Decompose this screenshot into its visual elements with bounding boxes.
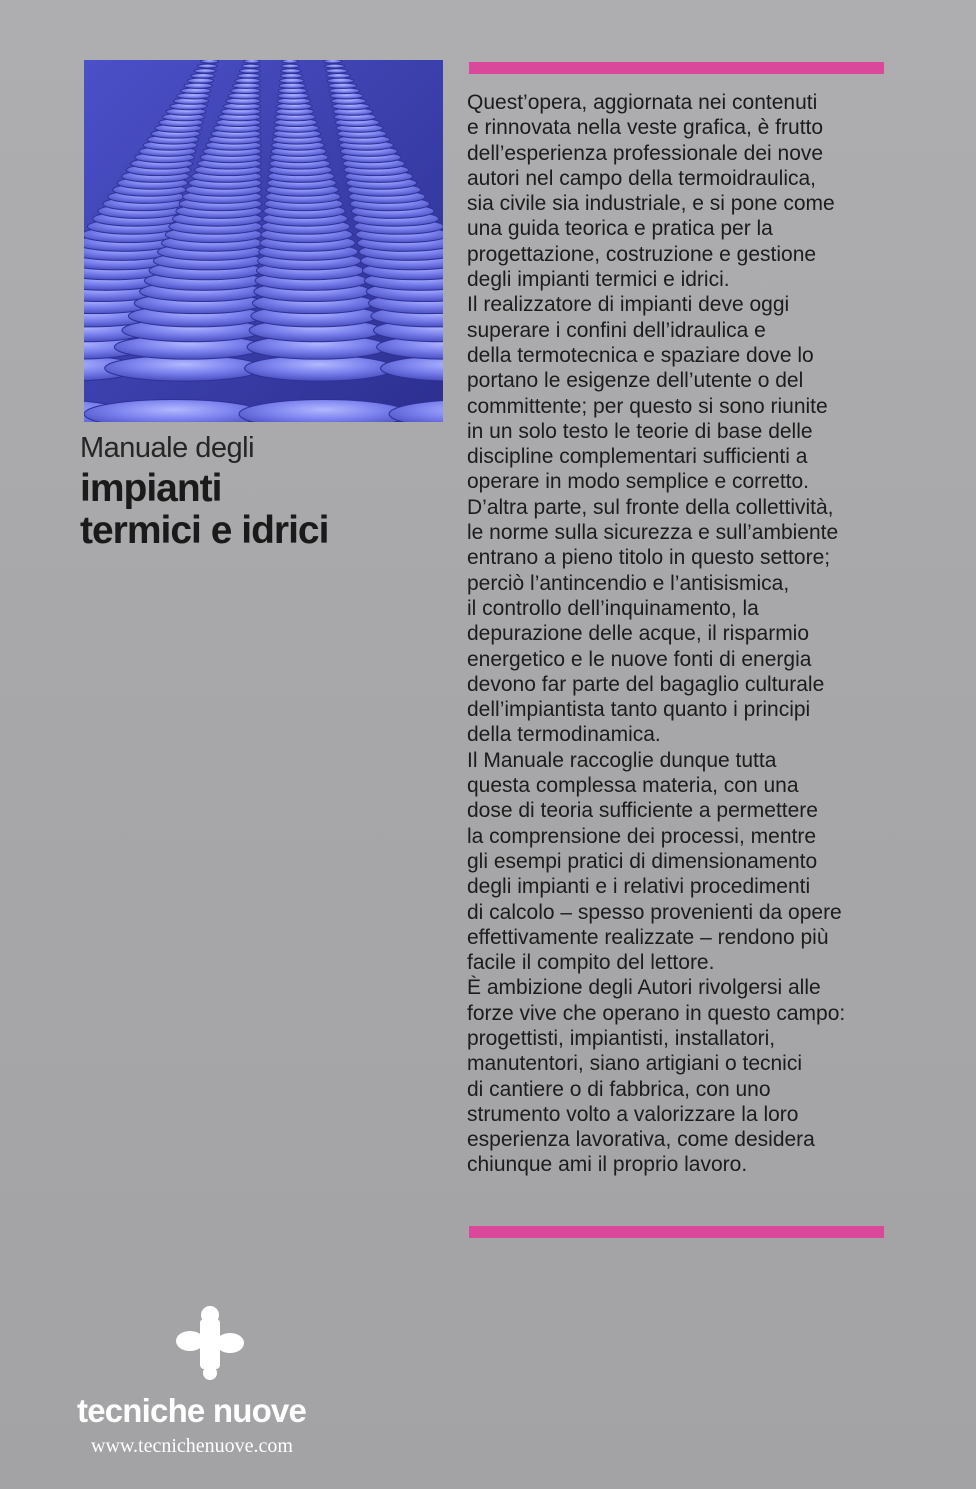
blurb-line: degli impianti termici e idrici. [467, 268, 730, 292]
title-line-1: impianti [80, 467, 222, 510]
blurb-line: portano le esigenze dell’utente o del [467, 369, 804, 393]
blurb-line: chiunque ami il proprio lavoro. [467, 1153, 748, 1177]
blurb-line: dell’impiantista tanto quanto i principi [467, 698, 811, 722]
blurb-line: in un solo testo le teorie di base delle [467, 419, 813, 443]
blurb-line: di calcolo – spesso provenienti da opere [467, 900, 842, 924]
blurb-line: committente; per questo si sono riunite [467, 394, 828, 418]
title-line-2: termici e idrici [80, 509, 329, 552]
blurb-line: Il realizzatore di impianti deve oggi [467, 293, 790, 317]
blurb-line: perciò l’antincendio e l’antisismica, [467, 571, 790, 595]
blurb-line: entrano a pieno titolo in questo settore; [467, 546, 831, 570]
blurb-line: autori nel campo della termoidraulica, [467, 166, 817, 190]
blurb-line: il controllo dell’inquinamento, la [467, 596, 759, 620]
blurb-line: e rinnovata nella veste grafica, è frutto [467, 116, 824, 140]
publisher-name: tecniche nuove [77, 1392, 307, 1429]
blurb-line: forze vive che operano in questo campo: [467, 1001, 846, 1025]
blurb-line: gli esempi pratici di dimensionamento [467, 849, 818, 873]
blurb-line: degli impianti e i relativi procedimenti [467, 875, 811, 899]
blurb-line: la comprensione dei processi, mentre [467, 824, 817, 848]
blurb-line: Quest’opera, aggiornata nei contenuti [467, 91, 818, 114]
blurb-line: una guida teorica e pratica per la [467, 217, 773, 241]
blurb-line: progettisti, impiantisti, installatori, [467, 1026, 776, 1050]
title-prefix: Manuale degli [80, 432, 255, 464]
tecniche-nuove-logo-icon [176, 1305, 244, 1381]
cover-image [84, 60, 443, 422]
blurb-line: di cantiere o di fabbrica, con uno [467, 1077, 771, 1101]
blurb-line: È ambizione degli Autori rivolgersi alle [467, 976, 821, 1000]
top-accent-bar [469, 62, 884, 74]
blurb-line: questa complessa materia, con una [467, 774, 799, 798]
blurb-line: progettazione, costruzione e gestione [467, 242, 817, 266]
blurb-line: le norme sulla sicurezza e sull’ambiente [467, 521, 839, 545]
title-main [80, 468, 460, 552]
blurb-line: della termotecnica e spaziare dove lo [467, 343, 814, 367]
blurb-line: sia civile sia industriale, e si pone come [467, 192, 835, 216]
blurb-line: manutentori, siano artigiani o tecnici [467, 1052, 803, 1076]
blurb-line: discipline complementari sufficienti a [467, 445, 808, 469]
blurb-line: facile il compito del lettore. [467, 951, 715, 975]
blurb-line: Il Manuale raccoglie dunque tutta [467, 748, 777, 772]
blurb-line: strumento volto a valorizzare la loro [467, 1102, 799, 1126]
book-title [80, 430, 460, 552]
blurb-line: della termodinamica. [467, 723, 661, 747]
blurb-line: dose di teoria sufficiente a permettere [467, 799, 818, 823]
blurb-line: depurazione delle acque, il risparmio [467, 622, 810, 646]
bottom-accent-bar [469, 1226, 884, 1238]
publisher-url: www.tecnichenuove.com [91, 1435, 293, 1457]
blurb-line: esperienza lavorativa, come desidera [467, 1128, 815, 1152]
blurb-line: effettivamente realizzate – rendono più [467, 925, 829, 949]
blurb-line: energetico e le nuove fonti di energia [467, 647, 812, 671]
blurb-line: dell’esperienza professionale dei nove [467, 141, 824, 165]
corrugated-pipes-photo [84, 60, 443, 422]
blurb-line: superare i confini dell’idraulica e [467, 318, 766, 342]
back-cover-blurb [467, 90, 897, 1178]
blurb-line: devono far parte del bagaglio culturale [467, 672, 825, 696]
blurb-line: operare in modo semplice e corretto. [467, 470, 809, 494]
blurb-line: D’altra parte, sul fronte della collettività, [467, 495, 834, 519]
